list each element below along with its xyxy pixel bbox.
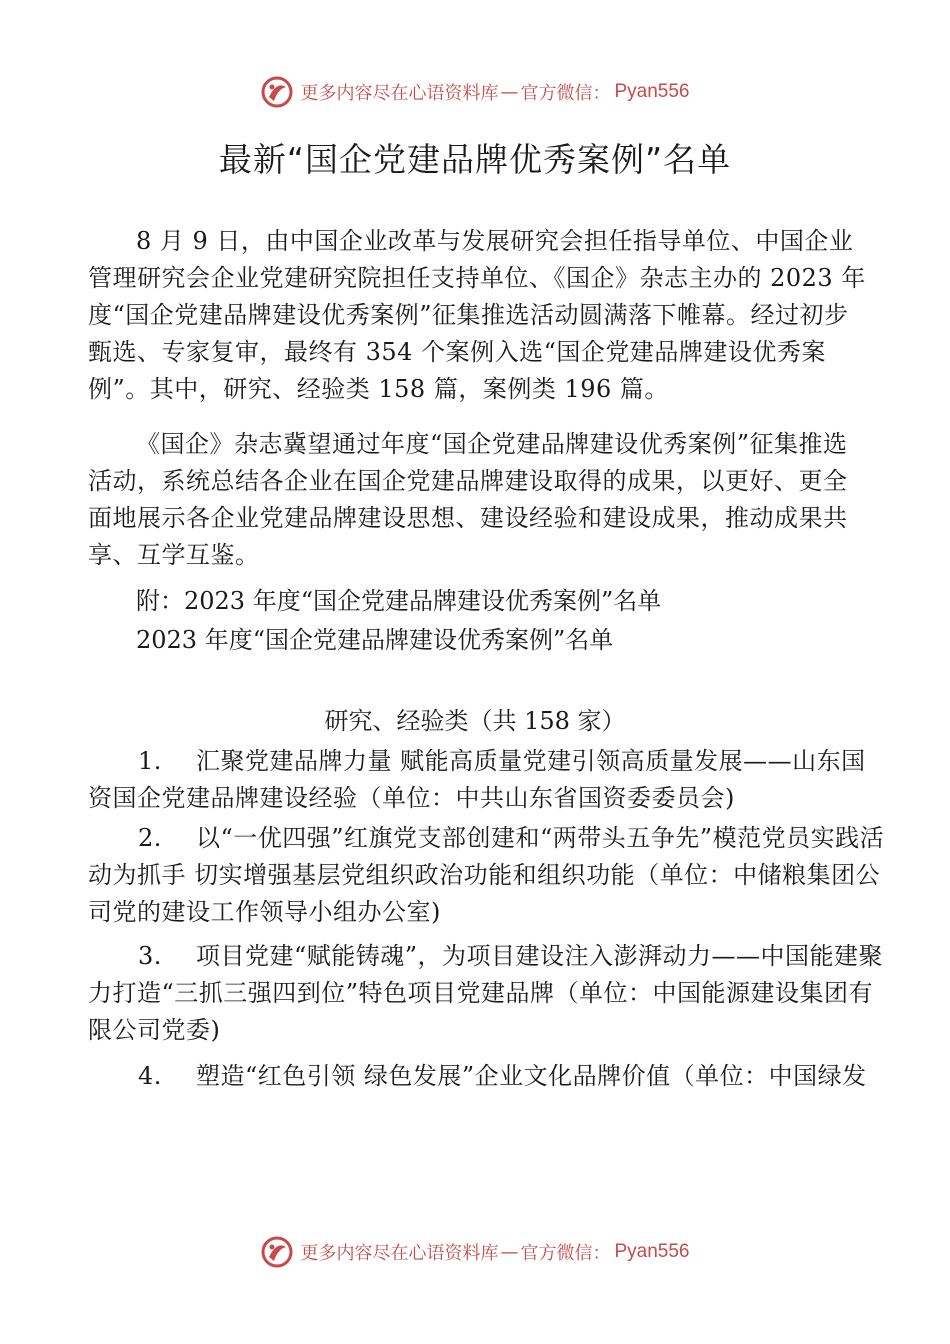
header-watermark	[0, 72, 950, 112]
list-title-line: 2023 年度“国企党建品牌建设优秀案例”名单	[136, 626, 614, 654]
second-paragraph	[88, 426, 868, 574]
list-item	[88, 1058, 888, 1095]
brand-logo-icon	[260, 75, 294, 109]
brand-logo-icon	[260, 1235, 294, 1269]
list-item-text: 项目党建“赋能铸魂”，为项目建设注入澎湃动力——中国能建聚力打造“三抓三强四到位”特色项目党建品牌（单位：中国能源建设集团有限公司党委)	[88, 942, 884, 1044]
page-title: 最新“国企党建品牌优秀案例”名单	[218, 140, 732, 179]
list-item-text: 汇聚党建品牌力量 赋能高质量党建引领高质量发展——山东国资国企党建品牌建设经验（单位：中共山东省国资委委员会)	[88, 747, 866, 812]
intro-paragraph-text: 8 月 9 日，由中国企业改革与发展研究会担任指导单位、中国企业管理研究会企业党建研究院担任支持单位、《国企》杂志主办的 2023 年度“国企党建品牌建设优秀案例”征集推选活动圆满落下帷幕。经过初步甄选、专家复审，最终有 354 个案例入选“国企党建品牌建设优秀案例”。其中，研究、经验类 158 篇，案例类 196 篇。	[88, 227, 866, 403]
list-item	[88, 820, 888, 931]
watermark-wechat-id: Pyan556	[614, 1241, 690, 1262]
list-item	[88, 743, 888, 817]
watermark-text: 更多内容尽在心语资料库	[300, 1243, 499, 1264]
list-item-number: 3.	[138, 942, 162, 970]
watermark-suffix: 官方微信：	[520, 1243, 611, 1264]
watermark-wechat-id: Pyan556	[614, 81, 690, 102]
list-item-number: 1.	[138, 747, 162, 775]
list-item-number: 2.	[138, 824, 162, 852]
list-item	[88, 938, 888, 1049]
second-paragraph-text: 《国企》杂志冀望通过年度“国企党建品牌建设优秀案例”征集推选活动，系统总结各企业在国企党建品牌建设取得的成果，以更好、更全面地展示各企业党建品牌建设思想、建设经验和建设成果，推动成果共享、互学互鉴。	[88, 430, 848, 569]
attachment-line: 附：2023 年度“国企党建品牌建设优秀案例”名单	[136, 587, 662, 615]
watermark-separator: —	[500, 1241, 519, 1263]
intro-paragraph	[88, 223, 868, 408]
section-heading: 研究、经验类（共 158 家）	[324, 707, 626, 735]
footer-watermark	[0, 1232, 950, 1272]
watermark-suffix: 官方微信：	[520, 83, 611, 104]
list-item-text: 塑造“红色引领 绿色发展”企业文化品牌价值（单位：中国绿发	[196, 1062, 867, 1090]
list-item-number: 4.	[138, 1062, 162, 1090]
list-item-text: 以“一优四强”红旗党支部创建和“两带头五争先”模范党员实践活动为抓手 切实增强基层党组织政治功能和组织功能（单位：中储粮集团公司党的建设工作领导小组办公室)	[88, 824, 885, 926]
watermark-separator: —	[500, 81, 519, 103]
watermark-text: 更多内容尽在心语资料库	[300, 83, 499, 104]
